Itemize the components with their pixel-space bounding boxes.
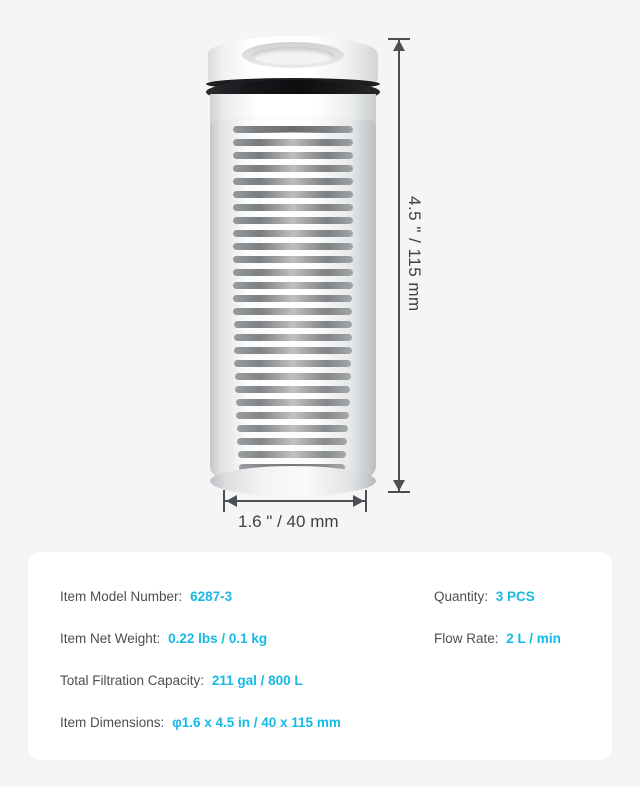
specification-panel — [28, 552, 612, 760]
cartridge-slot — [233, 282, 352, 289]
cartridge-slot — [236, 399, 350, 406]
height-arrow-down-icon — [393, 480, 405, 491]
cartridge-slot — [233, 269, 353, 276]
width-dimension-line — [224, 500, 366, 502]
spec-row-flow-rate — [434, 631, 561, 646]
spec-label-item-model-number: Item Model Number: — [60, 589, 183, 604]
spec-row-total-filtration-capacity — [60, 673, 303, 688]
cartridge-slot — [233, 308, 352, 315]
cartridge-slot — [234, 321, 352, 328]
cartridge-slot — [234, 360, 351, 367]
height-arrow-up-icon — [393, 40, 405, 51]
cartridge-slotted-body — [210, 120, 376, 492]
cartridge-slot — [233, 243, 353, 250]
cartridge-slot — [234, 334, 352, 341]
spec-label-total-filtration-capacity: Total Filtration Capacity: — [60, 673, 205, 688]
cartridge-slot — [233, 230, 353, 237]
spec-row-item-dimensions — [60, 715, 341, 730]
cartridge-slot — [234, 347, 351, 354]
cartridge-slot — [233, 295, 352, 302]
cartridge-slot — [233, 152, 353, 159]
spec-value-item-model-number: 6287-3 — [190, 589, 233, 604]
filter-cartridge-illustration — [208, 36, 378, 492]
cartridge-slot — [233, 204, 353, 211]
cartridge-slot — [233, 139, 353, 146]
cartridge-slot — [233, 256, 353, 263]
spec-value-item-net-weight: 0.22 lbs / 0.1 kg — [168, 631, 268, 646]
spec-row-item-model-number — [60, 589, 232, 604]
spec-label-item-net-weight: Item Net Weight: — [60, 631, 161, 646]
width-arrow-left-icon — [226, 495, 237, 507]
cartridge-slot — [233, 178, 353, 185]
spec-value-total-filtration-capacity: 211 gal / 800 L — [211, 673, 303, 688]
cartridge-inlet-hole — [252, 47, 334, 65]
spec-label-quantity: Quantity: — [434, 589, 489, 604]
cartridge-slot — [236, 412, 349, 419]
spec-row-quantity — [434, 589, 535, 604]
cartridge-slot — [238, 451, 346, 458]
cartridge-slot — [237, 425, 349, 432]
spec-value-item-dimensions: φ1.6 x 4.5 in / 40 x 115 mm — [172, 715, 341, 730]
spec-value-flow-rate: 2 L / min — [506, 631, 561, 646]
height-dimension-line — [398, 38, 400, 493]
cartridge-slot — [233, 126, 353, 133]
spec-value-quantity: 3 PCS — [495, 589, 535, 604]
cartridge-slot — [235, 373, 351, 380]
spec-label-flow-rate: Flow Rate: — [434, 631, 499, 646]
spec-label-item-dimensions: Item Dimensions: — [60, 715, 165, 730]
spec-row-item-net-weight — [60, 631, 267, 646]
height-dimension-label: 4.5 " / 115 mm — [405, 196, 424, 312]
cartridge-bottom-cap — [210, 466, 376, 496]
cartridge-slot — [235, 386, 350, 393]
width-arrow-right-icon — [353, 495, 364, 507]
cartridge-slot — [237, 438, 347, 445]
width-dimension-label: 1.6 " / 40 mm — [238, 512, 339, 531]
cartridge-slot — [233, 191, 353, 198]
cartridge-filter-slots — [210, 120, 376, 492]
cartridge-slot — [233, 217, 353, 224]
cartridge-slot — [233, 165, 353, 172]
